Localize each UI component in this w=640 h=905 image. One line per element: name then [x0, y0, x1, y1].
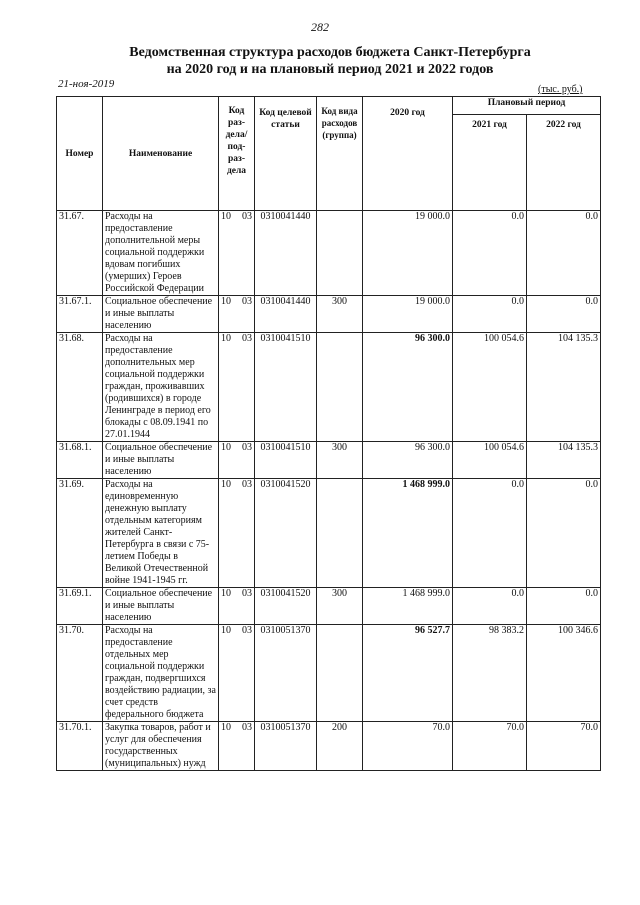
row-number: 31.69.: [57, 479, 103, 588]
row-target: 0310041440: [255, 296, 317, 333]
row-2020: 1 468 999.0: [363, 588, 453, 625]
row-name: Расходы на предоставление дополнительных мер социальной поддержки граждан, проживавших (родившихся) в городе Ленинграде в период его блокады с 08.09.1941 по 27.01.1944: [103, 333, 219, 442]
row-section-code: 10: [221, 625, 231, 636]
document-title: [60, 44, 600, 78]
row-expense-type: [317, 625, 363, 722]
row-section-code: 10: [221, 479, 231, 490]
row-section-code: 10: [221, 442, 231, 453]
row-name: Социальное обеспечение и иные выплаты населению: [103, 588, 219, 625]
row-2021: 0.0: [453, 211, 527, 296]
row-2022: 70.0: [527, 722, 601, 771]
row-subsection-code: 03: [242, 333, 252, 344]
header-target: Код целевой статьи: [255, 97, 317, 211]
row-2022: 0.0: [527, 296, 601, 333]
row-number: 31.68.: [57, 333, 103, 442]
table-row: [57, 296, 601, 333]
row-name: Расходы на предоставление отдельных мер социальной поддержки граждан, подвергшихся воздействию радиации, за счет средств федерального бюджета: [103, 625, 219, 722]
table-row: [57, 442, 601, 479]
table-row: [57, 722, 601, 771]
row-section-code: 10: [221, 333, 231, 344]
row-section: [219, 442, 255, 479]
row-2020: 19 000.0: [363, 296, 453, 333]
row-2020: 96 300.0: [363, 333, 453, 442]
row-2021: 70.0: [453, 722, 527, 771]
row-subsection-code: 03: [242, 211, 252, 222]
row-number: 31.67.1.: [57, 296, 103, 333]
row-2022: 0.0: [527, 588, 601, 625]
row-section: [219, 588, 255, 625]
row-target: 0310041440: [255, 211, 317, 296]
header-2020: 2020 год: [363, 97, 453, 211]
row-expense-type: [317, 211, 363, 296]
row-2022: 104 135.3: [527, 333, 601, 442]
row-name: Социальное обеспечение и иные выплаты населению: [103, 296, 219, 333]
row-expense-type: 300: [317, 442, 363, 479]
row-2022: 104 135.3: [527, 442, 601, 479]
row-target: 0310041510: [255, 333, 317, 442]
row-2020: 70.0: [363, 722, 453, 771]
row-section: [219, 296, 255, 333]
row-section-code: 10: [221, 722, 231, 733]
row-2020: 19 000.0: [363, 211, 453, 296]
page-number: 282: [311, 20, 329, 34]
header-name: Наименование: [103, 97, 219, 211]
row-name: Расходы на предоставление дополнительной меры социальной поддержки вдовам погибших (умерших) Героев Российской Федерации: [103, 211, 219, 296]
table-row: [57, 211, 601, 296]
row-2021: 0.0: [453, 296, 527, 333]
row-section: [219, 625, 255, 722]
title-line-1: Ведомственная структура расходов бюджета Санкт-Петербурга: [129, 45, 531, 60]
row-expense-type: 300: [317, 588, 363, 625]
row-subsection-code: 03: [242, 479, 252, 490]
row-target: 0310041510: [255, 442, 317, 479]
row-2021: 0.0: [453, 479, 527, 588]
units-label: (тыс. руб.): [538, 84, 583, 95]
header-2021: 2021 год: [453, 115, 527, 211]
row-2022: 0.0: [527, 211, 601, 296]
table-body: [57, 211, 601, 771]
row-2022: 100 346.6: [527, 625, 601, 722]
table-row: [57, 333, 601, 442]
table-row: [57, 625, 601, 722]
row-2021: 98 383.2: [453, 625, 527, 722]
row-section: [219, 479, 255, 588]
title-line-2: на 2020 год и на плановый период 2021 и 2022 годов: [166, 62, 494, 77]
row-expense-type: [317, 479, 363, 588]
row-name: Закупка товаров, работ и услуг для обеспечения государственных (муниципальных) нужд: [103, 722, 219, 771]
row-number: 31.70.1.: [57, 722, 103, 771]
row-section: [219, 211, 255, 296]
row-number: 31.67.: [57, 211, 103, 296]
row-expense-type: 200: [317, 722, 363, 771]
row-target: 0310051370: [255, 625, 317, 722]
row-2021: 100 054.6: [453, 442, 527, 479]
row-subsection-code: 03: [242, 625, 252, 636]
row-target: 0310041520: [255, 588, 317, 625]
row-section: [219, 722, 255, 771]
document-date: 21-ноя-2019: [58, 78, 115, 90]
row-subsection-code: 03: [242, 296, 252, 307]
row-subsection-code: 03: [242, 442, 252, 453]
row-name: Социальное обеспечение и иные выплаты населению: [103, 442, 219, 479]
row-expense-type: 300: [317, 296, 363, 333]
row-number: 31.69.1.: [57, 588, 103, 625]
row-section-code: 10: [221, 211, 231, 222]
budget-table: [56, 96, 601, 771]
row-section-code: 10: [221, 588, 231, 599]
row-number: 31.68.1.: [57, 442, 103, 479]
row-target: 0310051370: [255, 722, 317, 771]
row-name: Расходы на единовременную денежную выплату отдельным категориям жителей Санкт-Петербурга в связи с 75-летием Победы в Великой Отечественной войне 1941-1945 гг.: [103, 479, 219, 588]
row-2021: 100 054.6: [453, 333, 527, 442]
row-2020: 96 300.0: [363, 442, 453, 479]
row-section-code: 10: [221, 296, 231, 307]
table-row: [57, 479, 601, 588]
row-number: 31.70.: [57, 625, 103, 722]
row-2021: 0.0: [453, 588, 527, 625]
header-planned-period: Плановый период: [453, 97, 601, 115]
row-target: 0310041520: [255, 479, 317, 588]
header-2022: 2022 год: [527, 115, 601, 211]
header-number: Номер: [57, 97, 103, 211]
row-section: [219, 333, 255, 442]
row-expense-type: [317, 333, 363, 442]
row-2022: 0.0: [527, 479, 601, 588]
header-expense-type: Код вида расходов (группа): [317, 97, 363, 211]
row-subsection-code: 03: [242, 722, 252, 733]
header-section: Код раз-дела/ под-раз-дела: [219, 97, 255, 211]
table-row: [57, 588, 601, 625]
row-2020: 96 527.7: [363, 625, 453, 722]
row-2020: 1 468 999.0: [363, 479, 453, 588]
row-subsection-code: 03: [242, 588, 252, 599]
